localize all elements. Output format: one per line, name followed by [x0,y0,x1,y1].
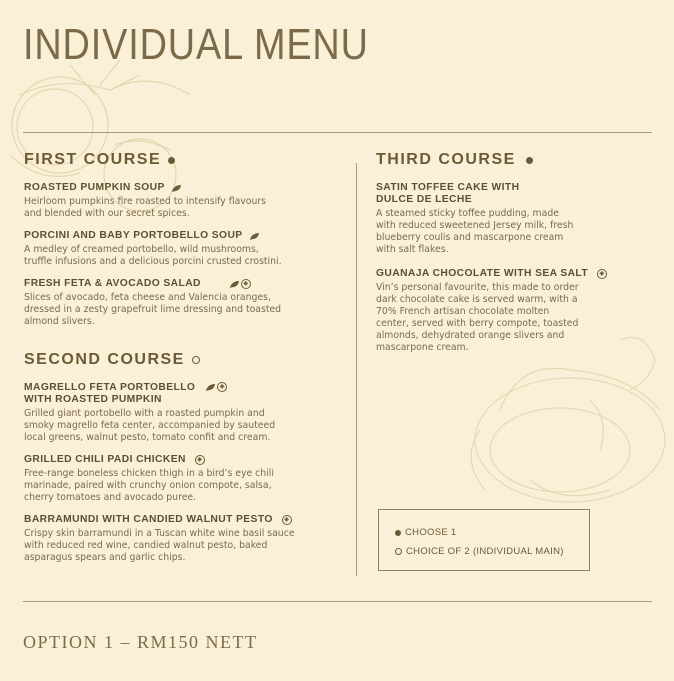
vegetarian-leaf-icon [171,184,182,193]
menu-item-description: Free-range boneless chicken thigh in a bird’s eye chili marinade, paired with crunchy onion compote, salsa, cherry tomatoes and avocado puree. [24,468,274,503]
second-course-heading: SECOND COURSE [24,350,344,370]
menu-item-name: FRESH FETA & AVOCADO SALAD [24,278,201,289]
menu-item [376,182,652,256]
menu-item-description: A medley of creamed portobello, wild mushrooms, truffle infusions and a delicious porcini crusted crostini. [24,244,282,267]
menu-item [24,182,344,220]
menu-item [24,514,344,564]
menu-item-description: Grilled giant portobello with a roasted pumpkin and smoky magrello feta center, accompanied by sauteed local greens, walnut pesto, tomato confit and cream. [24,408,276,443]
menu-item [24,382,344,444]
vegetarian-leaf-icon [205,383,216,392]
menu-item [24,230,344,268]
menu-item-description: Heirloom pumpkins fire roasted to intensify flavours and blended with our secret spices. [24,196,267,219]
menu-item-name: MAGRELLO FETA PORTOBELLO WITH ROASTED PUMPKIN [24,382,196,405]
nut-icon: ◈ [241,279,251,289]
first-course-heading: FIRST COURSE [24,150,344,170]
third-course-heading: THIRD COURSE [376,150,652,170]
menu-item-name: ROASTED PUMPKIN SOUP [24,182,165,193]
menu-item-name: PORCINI AND BABY PORTOBELLO SOUP [24,230,243,241]
vegetarian-leaf-icon [229,280,240,289]
right-column [376,150,652,354]
column-divider [356,163,357,576]
nut-icon: ◈ [217,382,227,392]
hollow-dot-icon [395,548,402,555]
page-title: INDIVIDUAL MENU [23,20,369,69]
price-option-footer: OPTION 1 – RM150 NETT [23,632,258,652]
menu-item-name: GUANAJA CHOCOLATE WITH SEA SALT [376,268,589,279]
nut-icon: ◈ [597,269,607,279]
menu-item-description: Crispy skin barramundi in a Tuscan white wine basil sauce with reduced red wine, candied walnut pesto, baked asparagus spears and garlic chips. [24,528,295,563]
legend-choice-of-two: CHOICE OF 2 (INDIVIDUAL MAIN) [395,546,564,557]
bottom-divider [23,601,652,602]
menu-item-name: SATIN TOFFEE CAKE WITH DULCE DE LECHE [376,182,520,205]
nut-icon: ◈ [195,455,205,465]
filled-dot-icon [395,530,401,536]
vegetarian-leaf-icon [249,232,260,241]
filled-dot-icon [168,157,175,164]
course-legend [378,509,590,571]
menu-item-name: GRILLED CHILI PADI CHICKEN [24,454,186,465]
menu-item [376,268,652,354]
menu-item-description: A steamed sticky toffee pudding, made with reduced sweetened Jersey milk, fresh blueberry coulis and mascarpone cream with salt flakes. [376,208,574,255]
filled-dot-icon [526,157,533,164]
menu-item-description: Slices of avocado, feta cheese and Valencia oranges, dressed in a zesty grapefruit lime dressing and toasted almond slivers. [24,292,282,327]
left-column [24,150,344,564]
menu-item-name: BARRAMUNDI WITH CANDIED WALNUT PESTO [24,514,273,525]
hollow-dot-icon [192,356,200,364]
menu-item [24,278,344,328]
nut-icon: ◈ [282,515,292,525]
menu-item [24,454,344,504]
legend-choose-one: CHOOSE 1 [395,527,457,538]
top-divider [23,132,652,133]
menu-item-description: Vin’s personal favourite, this made to order dark chocolate cake is served warm, with a 70% French artisan chocolate molten center, served with berry compote, toasted almonds, dehydrated orange slivers and mascarpone cream. [376,282,579,353]
